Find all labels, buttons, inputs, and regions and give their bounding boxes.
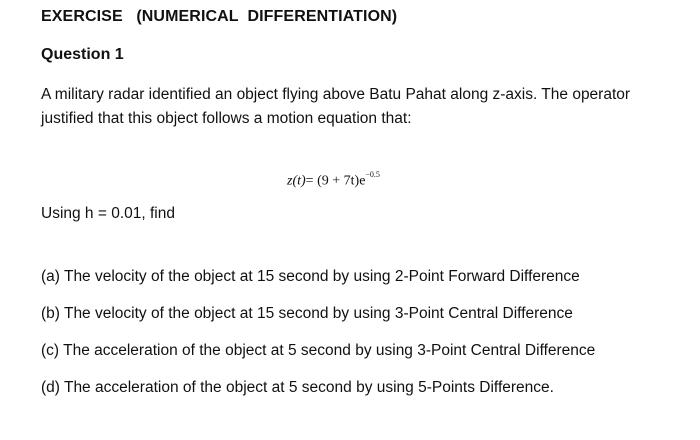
task-item-c: (c) The acceleration of the object at 5 second by using 3-Point Central Difference [41,342,596,359]
equation-lhs: z(t) [287,173,306,189]
equation-rhs: (9 + 7t)e [313,173,366,189]
task-list [41,268,595,416]
exercise-title: EXERCISE (NUMERICAL DIFFERENTIATION) [41,8,398,25]
task-item-b: (b) The velocity of the object at 15 second by using 3-Point Central Difference [41,305,573,322]
task-item-d: (d) The acceleration of the object at 5 second by using 5-Points Difference. [41,379,554,396]
equation-equals: = [305,173,314,189]
equation-exponent: −0.5 [365,170,380,179]
problem-line-1: A military radar identified an object flying above Batu Pahat along z-axis. The operator [41,86,631,103]
problem-statement [41,83,661,131]
step-size-statement: Using h = 0.01, find [41,205,175,222]
question-heading: Question 1 [41,46,124,63]
motion-equation [287,172,380,190]
problem-line-2: justified that this object follows a motion equation that: [41,110,412,127]
task-item-a: (a) The velocity of the object at 15 second by using 2-Point Forward Difference [41,268,580,285]
